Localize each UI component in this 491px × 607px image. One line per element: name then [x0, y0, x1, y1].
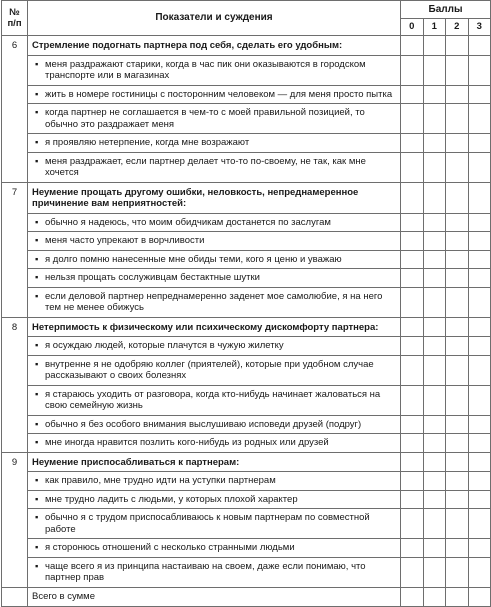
- section-title-score-cell-2[interactable]: [446, 452, 469, 472]
- statement-text: чаще всего я из принципа настаиваю на своем, даже если понимаю, что партнер прав: [45, 560, 366, 583]
- statement-cell: [28, 134, 401, 153]
- statement-cell: [28, 472, 401, 491]
- section-title: Неумение прощать другому ошибки, неловкость, непреднамеренное причинение вам неприятностей:: [28, 182, 401, 213]
- statement-score-cell-1[interactable]: [423, 287, 446, 317]
- statement-cell: [28, 213, 401, 232]
- statement-score-cell-2[interactable]: [446, 213, 469, 232]
- statement-score-cell-3[interactable]: [468, 232, 491, 251]
- bullet-icon: ▪: [35, 290, 39, 302]
- statement-cell: [28, 539, 401, 558]
- statement-score-cell-2[interactable]: [446, 434, 469, 453]
- bullet-icon: ▪: [35, 137, 39, 148]
- statement-cell: [28, 269, 401, 288]
- bullet-icon: ▪: [35, 253, 39, 265]
- header-score-1: 1: [423, 19, 446, 36]
- statement-row: [2, 232, 491, 251]
- section-title-score-cell-1[interactable]: [423, 317, 446, 337]
- statement-score-cell-1[interactable]: [423, 415, 446, 434]
- statement-score-cell-3[interactable]: [468, 104, 491, 134]
- statement-score-cell-1[interactable]: [423, 213, 446, 232]
- section-title-score-cell-2[interactable]: [446, 36, 469, 56]
- statement-score-cell-1[interactable]: [423, 557, 446, 587]
- statement-score-cell-0[interactable]: [401, 337, 424, 356]
- statement-score-cell-2[interactable]: [446, 385, 469, 415]
- statement-row: [2, 434, 491, 453]
- statement-score-cell-1[interactable]: [423, 232, 446, 251]
- bullet-icon: ▪: [35, 388, 39, 400]
- statement-score-cell-0[interactable]: [401, 490, 424, 509]
- statement-score-cell-2[interactable]: [446, 104, 469, 134]
- statement-cell: [28, 509, 401, 539]
- statement-score-cell-3[interactable]: [468, 434, 491, 453]
- header-title: Показатели и суждения: [28, 1, 401, 36]
- section-number: 6: [2, 36, 28, 183]
- bullet-icon: ▪: [35, 155, 39, 167]
- header-scores: Баллы: [401, 1, 491, 19]
- statement-score-cell-0[interactable]: [401, 213, 424, 232]
- statement-row: [2, 104, 491, 134]
- bullet-icon: ▪: [35, 235, 39, 246]
- total-score-cell-0[interactable]: [401, 587, 424, 606]
- statement-score-cell-2[interactable]: [446, 355, 469, 385]
- section-title-score-cell-2[interactable]: [446, 317, 469, 337]
- statement-cell: [28, 355, 401, 385]
- statement-row: [2, 134, 491, 153]
- statement-score-cell-3[interactable]: [468, 472, 491, 491]
- statement-score-cell-0[interactable]: [401, 287, 424, 317]
- statement-score-cell-3[interactable]: [468, 539, 491, 558]
- statement-cell: [28, 490, 401, 509]
- statement-score-cell-0[interactable]: [401, 415, 424, 434]
- statement-score-cell-1[interactable]: [423, 152, 446, 182]
- statement-score-cell-0[interactable]: [401, 104, 424, 134]
- section-title-score-cell-0[interactable]: [401, 182, 424, 213]
- statement-cell: [28, 434, 401, 453]
- statement-score-cell-2[interactable]: [446, 509, 469, 539]
- statement-text: меня раздражает, если партнер делает что-то по-своему, не так, как мне хочется: [45, 155, 366, 178]
- statement-row: [2, 472, 491, 491]
- statement-score-cell-0[interactable]: [401, 232, 424, 251]
- statement-score-cell-2[interactable]: [446, 287, 469, 317]
- statement-text: внутренне я не одобряю коллег (приятелей), которые при удобном случае рассказывают о своих болезнях: [45, 358, 374, 381]
- statement-score-cell-0[interactable]: [401, 55, 424, 85]
- statement-text: я осуждаю людей, которые плачутся в чужую жилетку: [45, 340, 284, 351]
- statement-text: я стараюсь уходить от разговора, когда кто-нибудь начинает жаловаться на свою семейную жизнь: [45, 388, 381, 411]
- bullet-icon: ▪: [35, 493, 39, 505]
- bullet-icon: ▪: [35, 216, 39, 228]
- statement-score-cell-1[interactable]: [423, 434, 446, 453]
- statement-score-cell-2[interactable]: [446, 85, 469, 104]
- statement-cell: [28, 337, 401, 356]
- statement-score-cell-3[interactable]: [468, 85, 491, 104]
- bullet-icon: ▪: [35, 58, 39, 70]
- bullet-icon: ▪: [35, 107, 39, 118]
- header-score-0: 0: [401, 19, 424, 36]
- statement-score-cell-0[interactable]: [401, 85, 424, 104]
- statement-score-cell-1[interactable]: [423, 134, 446, 153]
- statement-score-cell-3[interactable]: [468, 287, 491, 317]
- section-title-row: [2, 36, 491, 56]
- statement-score-cell-1[interactable]: [423, 490, 446, 509]
- questionnaire-table: [1, 0, 491, 607]
- statement-score-cell-3[interactable]: [468, 250, 491, 269]
- statement-row: [2, 55, 491, 85]
- statement-score-cell-2[interactable]: [446, 232, 469, 251]
- total-score-cell-3[interactable]: [468, 587, 491, 606]
- table-body: [2, 36, 491, 607]
- statement-score-cell-0[interactable]: [401, 385, 424, 415]
- statement-text: когда партнер не соглашается в чем-то с моей правильной позицией, то обычно это раздражает меня: [45, 107, 365, 130]
- statement-score-cell-1[interactable]: [423, 385, 446, 415]
- statement-cell: [28, 232, 401, 251]
- statement-score-cell-2[interactable]: [446, 472, 469, 491]
- statement-text: обычно я надеюсь, что моим обидчикам достанется по заслугам: [45, 216, 331, 228]
- header-score-2: 2: [446, 19, 469, 36]
- statement-row: [2, 355, 491, 385]
- statement-row: [2, 539, 491, 558]
- statement-text: меня часто упрекают в ворчливости: [45, 235, 205, 246]
- statement-text: если деловой партнер непреднамеренно заденет мое самолюбие, я на него тем не менее обижусь: [45, 290, 383, 313]
- bullet-icon: ▪: [35, 358, 39, 370]
- statement-row: [2, 269, 491, 288]
- statement-text: мне иногда нравится позлить кого-нибудь из родных или друзей: [45, 437, 329, 448]
- statement-score-cell-0[interactable]: [401, 539, 424, 558]
- section-title-score-cell-1[interactable]: [423, 36, 446, 56]
- statement-cell: [28, 385, 401, 415]
- statement-score-cell-3[interactable]: [468, 134, 491, 153]
- statement-text: я сторонюсь отношений с несколько странными людьми: [45, 542, 295, 553]
- statement-score-cell-1[interactable]: [423, 85, 446, 104]
- statement-score-cell-3[interactable]: [468, 509, 491, 539]
- bullet-icon: ▪: [35, 88, 39, 100]
- section-title: Стремление подогнать партнера под себя, сделать его удобным:: [28, 36, 401, 56]
- statement-score-cell-3[interactable]: [468, 337, 491, 356]
- statement-score-cell-3[interactable]: [468, 152, 491, 182]
- statement-score-cell-0[interactable]: [401, 557, 424, 587]
- total-label: Всего в сумме: [28, 587, 401, 606]
- statement-row: [2, 152, 491, 182]
- statement-score-cell-2[interactable]: [446, 490, 469, 509]
- statement-score-cell-3[interactable]: [468, 415, 491, 434]
- total-row: [2, 587, 491, 606]
- statement-score-cell-1[interactable]: [423, 355, 446, 385]
- statement-text: я долго помню нанесенные мне обиды теми, кого я ценю и уважаю: [45, 253, 342, 265]
- section-title-score-cell-2[interactable]: [446, 182, 469, 213]
- statement-text: обычно я с трудом приспосабливаюсь к новым партнерам по совместной работе: [45, 512, 370, 535]
- statement-score-cell-2[interactable]: [446, 337, 469, 356]
- section-title-row: [2, 182, 491, 213]
- statement-score-cell-2[interactable]: [446, 55, 469, 85]
- statement-text: жить в номере гостиницы с посторонним человеком — для меня просто пытка: [45, 88, 393, 100]
- statement-cell: [28, 287, 401, 317]
- section-number: 7: [2, 182, 28, 317]
- statement-score-cell-0[interactable]: [401, 152, 424, 182]
- statement-text: меня раздражают старики, когда в час пик они оказываются в городском транспорте или в магазинах: [45, 58, 366, 81]
- statement-score-cell-1[interactable]: [423, 539, 446, 558]
- statement-row: [2, 213, 491, 232]
- total-num-cell: [2, 587, 28, 606]
- statement-row: [2, 490, 491, 509]
- statement-score-cell-1[interactable]: [423, 509, 446, 539]
- section-title-row: [2, 452, 491, 472]
- statement-row: [2, 385, 491, 415]
- statement-score-cell-0[interactable]: [401, 434, 424, 453]
- section-number: 8: [2, 317, 28, 452]
- section-number: 9: [2, 452, 28, 587]
- statement-score-cell-3[interactable]: [468, 490, 491, 509]
- statement-score-cell-2[interactable]: [446, 269, 469, 288]
- statement-score-cell-1[interactable]: [423, 250, 446, 269]
- section-title-score-cell-1[interactable]: [423, 452, 446, 472]
- statement-score-cell-3[interactable]: [468, 355, 491, 385]
- statement-score-cell-2[interactable]: [446, 557, 469, 587]
- statement-score-cell-0[interactable]: [401, 269, 424, 288]
- bullet-icon: ▪: [35, 418, 39, 430]
- statement-score-cell-2[interactable]: [446, 152, 469, 182]
- bullet-icon: ▪: [35, 340, 39, 351]
- statement-cell: [28, 415, 401, 434]
- section-title: Неумение приспосабливаться к партнерам:: [28, 452, 401, 472]
- statement-score-cell-0[interactable]: [401, 134, 424, 153]
- statement-score-cell-1[interactable]: [423, 337, 446, 356]
- statement-text: нельзя прощать сослуживцам бестактные шутки: [45, 272, 260, 283]
- statement-score-cell-2[interactable]: [446, 250, 469, 269]
- statement-row: [2, 509, 491, 539]
- bullet-icon: ▪: [35, 542, 39, 553]
- statement-score-cell-3[interactable]: [468, 385, 491, 415]
- statement-score-cell-2[interactable]: [446, 539, 469, 558]
- statement-row: [2, 287, 491, 317]
- statement-row: [2, 250, 491, 269]
- statement-row: [2, 415, 491, 434]
- bullet-icon: ▪: [35, 475, 39, 486]
- section-title-score-cell-1[interactable]: [423, 182, 446, 213]
- statement-row: [2, 85, 491, 104]
- statement-cell: [28, 104, 401, 134]
- statement-row: [2, 557, 491, 587]
- statement-cell: [28, 85, 401, 104]
- statement-score-cell-3[interactable]: [468, 269, 491, 288]
- section-title-score-cell-3[interactable]: [468, 36, 491, 56]
- statement-score-cell-0[interactable]: [401, 355, 424, 385]
- statement-cell: [28, 55, 401, 85]
- statement-score-cell-3[interactable]: [468, 213, 491, 232]
- statement-row: [2, 337, 491, 356]
- statement-text: обычно я без особого внимания выслушиваю исповеди друзей (подруг): [45, 418, 362, 430]
- section-title-score-cell-0[interactable]: [401, 317, 424, 337]
- statement-score-cell-1[interactable]: [423, 472, 446, 491]
- bullet-icon: ▪: [35, 437, 39, 448]
- statement-score-cell-1[interactable]: [423, 55, 446, 85]
- header-score-3: 3: [468, 19, 491, 36]
- statement-text: мне трудно ладить с людьми, у которых плохой характер: [45, 493, 298, 505]
- statement-cell: [28, 250, 401, 269]
- total-score-cell-2[interactable]: [446, 587, 469, 606]
- bullet-icon: ▪: [35, 272, 39, 283]
- bullet-icon: ▪: [35, 560, 39, 572]
- section-title-score-cell-3[interactable]: [468, 317, 491, 337]
- statement-cell: [28, 152, 401, 182]
- section-title-score-cell-3[interactable]: [468, 182, 491, 213]
- statement-score-cell-2[interactable]: [446, 415, 469, 434]
- total-score-cell-1[interactable]: [423, 587, 446, 606]
- statement-score-cell-0[interactable]: [401, 509, 424, 539]
- statement-text: как правило, мне трудно идти на уступки партнерам: [45, 475, 276, 486]
- section-title-score-cell-0[interactable]: [401, 36, 424, 56]
- section-title: Нетерпимость к физическому или психическому дискомфорту партнера:: [28, 317, 401, 337]
- statement-text: я проявляю нетерпение, когда мне возражают: [45, 137, 250, 148]
- statement-score-cell-1[interactable]: [423, 269, 446, 288]
- statement-score-cell-1[interactable]: [423, 104, 446, 134]
- bullet-icon: ▪: [35, 512, 39, 523]
- section-title-row: [2, 317, 491, 337]
- header-num: № п/п: [2, 1, 28, 36]
- statement-score-cell-3[interactable]: [468, 55, 491, 85]
- section-title-score-cell-0[interactable]: [401, 452, 424, 472]
- section-title-score-cell-3[interactable]: [468, 452, 491, 472]
- statement-score-cell-2[interactable]: [446, 134, 469, 153]
- statement-score-cell-0[interactable]: [401, 472, 424, 491]
- statement-score-cell-3[interactable]: [468, 557, 491, 587]
- statement-score-cell-0[interactable]: [401, 250, 424, 269]
- statement-cell: [28, 557, 401, 587]
